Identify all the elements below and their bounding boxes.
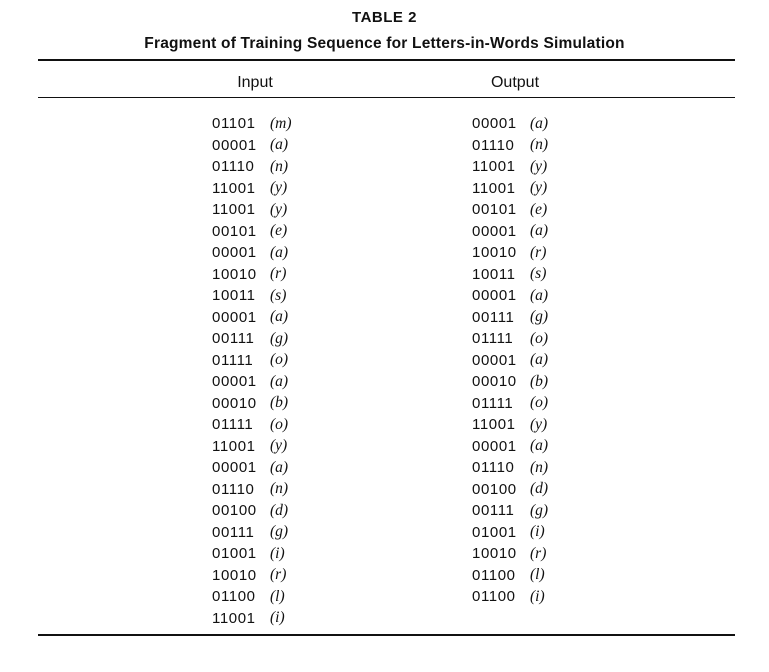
input-row xyxy=(212,586,292,608)
top-rule xyxy=(38,59,735,61)
output-binary-code: 11001 xyxy=(472,416,516,434)
output-letter: (y) xyxy=(530,415,548,433)
input-row xyxy=(212,500,292,522)
input-letter: (r) xyxy=(270,265,287,283)
input-binary-code: 00100 xyxy=(212,502,257,520)
output-row xyxy=(472,328,548,350)
output-binary-code: 00111 xyxy=(472,502,515,520)
input-row xyxy=(212,221,292,243)
input-letter: (n) xyxy=(270,480,289,498)
input-binary-code: 00111 xyxy=(212,523,255,541)
output-letter: (a) xyxy=(530,351,549,369)
table-caption: Fragment of Training Sequence for Letters-in-Words Simulation xyxy=(144,35,625,52)
output-letter: (g) xyxy=(530,308,549,326)
output-letter: (a) xyxy=(530,222,549,240)
input-row xyxy=(212,457,292,479)
output-letter: (y) xyxy=(530,179,548,197)
output-row xyxy=(472,242,548,264)
output-binary-code: 00001 xyxy=(472,222,517,240)
output-binary-code: 10011 xyxy=(472,265,516,283)
input-binary-code: 11001 xyxy=(212,437,256,455)
output-binary-code: 00001 xyxy=(472,437,517,455)
output-binary-code: 10010 xyxy=(472,545,517,563)
input-row xyxy=(212,307,292,329)
output-letter: (n) xyxy=(530,458,549,476)
input-row xyxy=(212,414,292,436)
output-column xyxy=(472,113,548,608)
input-letter: (n) xyxy=(270,157,289,175)
output-letter: (r) xyxy=(530,544,547,562)
output-column-header: Output xyxy=(490,74,540,91)
input-row xyxy=(212,522,292,544)
output-binary-code: 01111 xyxy=(472,394,514,412)
input-row xyxy=(212,479,292,501)
input-binary-code: 11001 xyxy=(212,201,256,219)
input-row xyxy=(212,543,292,565)
input-binary-code: 00001 xyxy=(212,459,257,477)
input-binary-code: 00001 xyxy=(212,373,257,391)
output-binary-code: 01110 xyxy=(472,136,515,154)
output-row xyxy=(472,199,548,221)
output-letter: (r) xyxy=(530,243,547,261)
output-row xyxy=(472,393,548,415)
input-binary-code: 00010 xyxy=(212,394,257,412)
output-row xyxy=(472,156,548,178)
input-letter: (s) xyxy=(270,286,287,304)
output-binary-code: 01100 xyxy=(472,588,516,606)
input-row xyxy=(212,199,292,221)
input-row xyxy=(212,436,292,458)
input-binary-code: 00111 xyxy=(212,330,255,348)
input-row xyxy=(212,371,292,393)
input-binary-code: 10010 xyxy=(212,566,257,584)
input-row xyxy=(212,328,292,350)
input-binary-code: 10011 xyxy=(212,287,256,305)
input-binary-code: 01001 xyxy=(212,545,257,563)
input-binary-code: 01110 xyxy=(212,158,255,176)
input-row xyxy=(212,135,292,157)
input-binary-code: 00001 xyxy=(212,136,257,154)
output-row xyxy=(472,436,548,458)
output-row xyxy=(472,135,548,157)
table-number: TABLE 2 xyxy=(352,9,417,26)
output-row xyxy=(472,264,548,286)
output-binary-code: 00101 xyxy=(472,201,517,219)
output-letter: (d) xyxy=(530,480,549,498)
input-row xyxy=(212,350,292,372)
output-binary-code: 11001 xyxy=(472,158,516,176)
output-row xyxy=(472,479,548,501)
output-letter: (i) xyxy=(530,523,545,541)
input-binary-code: 11001 xyxy=(212,609,256,627)
output-row xyxy=(472,307,548,329)
input-binary-code: 01100 xyxy=(212,588,256,606)
input-letter: (i) xyxy=(270,609,285,627)
output-row xyxy=(472,522,548,544)
output-row xyxy=(472,350,548,372)
input-binary-code: 01111 xyxy=(212,416,254,434)
input-letter: (d) xyxy=(270,501,289,519)
output-row xyxy=(472,500,548,522)
output-row xyxy=(472,113,548,135)
input-row xyxy=(212,113,292,135)
input-binary-code: 00101 xyxy=(212,222,257,240)
input-row xyxy=(212,565,292,587)
output-row xyxy=(472,285,548,307)
input-letter: (a) xyxy=(270,308,289,326)
output-letter: (o) xyxy=(530,394,549,412)
input-binary-code: 00001 xyxy=(212,308,257,326)
input-row xyxy=(212,178,292,200)
input-letter: (y) xyxy=(270,200,288,218)
output-letter: (a) xyxy=(530,437,549,455)
output-binary-code: 00100 xyxy=(472,480,517,498)
bottom-rule xyxy=(38,634,735,636)
output-row xyxy=(472,543,548,565)
output-binary-code: 00001 xyxy=(472,351,517,369)
input-binary-code: 01110 xyxy=(212,480,255,498)
output-letter: (e) xyxy=(530,200,548,218)
input-binary-code: 10010 xyxy=(212,265,257,283)
output-letter: (y) xyxy=(530,157,548,175)
output-letter: (n) xyxy=(530,136,549,154)
output-binary-code: 10010 xyxy=(472,244,517,262)
input-letter: (a) xyxy=(270,243,289,261)
input-binary-code: 01101 xyxy=(212,115,256,133)
output-letter: (l) xyxy=(530,566,545,584)
output-row xyxy=(472,371,548,393)
input-letter: (m) xyxy=(270,114,292,132)
input-letter: (b) xyxy=(270,394,289,412)
output-row xyxy=(472,565,548,587)
output-binary-code: 11001 xyxy=(472,179,516,197)
output-row xyxy=(472,457,548,479)
output-letter: (s) xyxy=(530,265,547,283)
input-row xyxy=(212,285,292,307)
output-binary-code: 01110 xyxy=(472,459,515,477)
input-letter: (i) xyxy=(270,544,285,562)
output-letter: (b) xyxy=(530,372,549,390)
input-letter: (o) xyxy=(270,351,289,369)
output-letter: (g) xyxy=(530,501,549,519)
input-row xyxy=(212,608,292,630)
input-letter: (e) xyxy=(270,222,288,240)
input-letter: (g) xyxy=(270,523,289,541)
input-column xyxy=(212,113,292,629)
output-binary-code: 00111 xyxy=(472,308,515,326)
input-binary-code: 00001 xyxy=(212,244,257,262)
output-binary-code: 01111 xyxy=(472,330,514,348)
output-row xyxy=(472,586,548,608)
input-letter: (a) xyxy=(270,372,289,390)
input-column-header: Input xyxy=(237,74,273,91)
output-letter: (i) xyxy=(530,587,545,605)
input-letter: (a) xyxy=(270,458,289,476)
output-binary-code: 01001 xyxy=(472,523,517,541)
input-letter: (r) xyxy=(270,566,287,584)
input-binary-code: 11001 xyxy=(212,179,256,197)
output-binary-code: 00001 xyxy=(472,287,517,305)
output-row xyxy=(472,221,548,243)
output-letter: (a) xyxy=(530,114,549,132)
output-binary-code: 01100 xyxy=(472,566,516,584)
input-letter: (a) xyxy=(270,136,289,154)
input-binary-code: 01111 xyxy=(212,351,254,369)
output-row xyxy=(472,178,548,200)
header-rule xyxy=(38,97,735,98)
input-row xyxy=(212,393,292,415)
output-letter: (o) xyxy=(530,329,549,347)
input-letter: (g) xyxy=(270,329,289,347)
output-binary-code: 00010 xyxy=(472,373,517,391)
input-row xyxy=(212,242,292,264)
input-letter: (o) xyxy=(270,415,289,433)
input-row xyxy=(212,156,292,178)
input-row xyxy=(212,264,292,286)
output-binary-code: 00001 xyxy=(472,115,517,133)
output-row xyxy=(472,414,548,436)
output-letter: (a) xyxy=(530,286,549,304)
input-letter: (y) xyxy=(270,437,288,455)
input-letter: (y) xyxy=(270,179,288,197)
input-letter: (l) xyxy=(270,587,285,605)
